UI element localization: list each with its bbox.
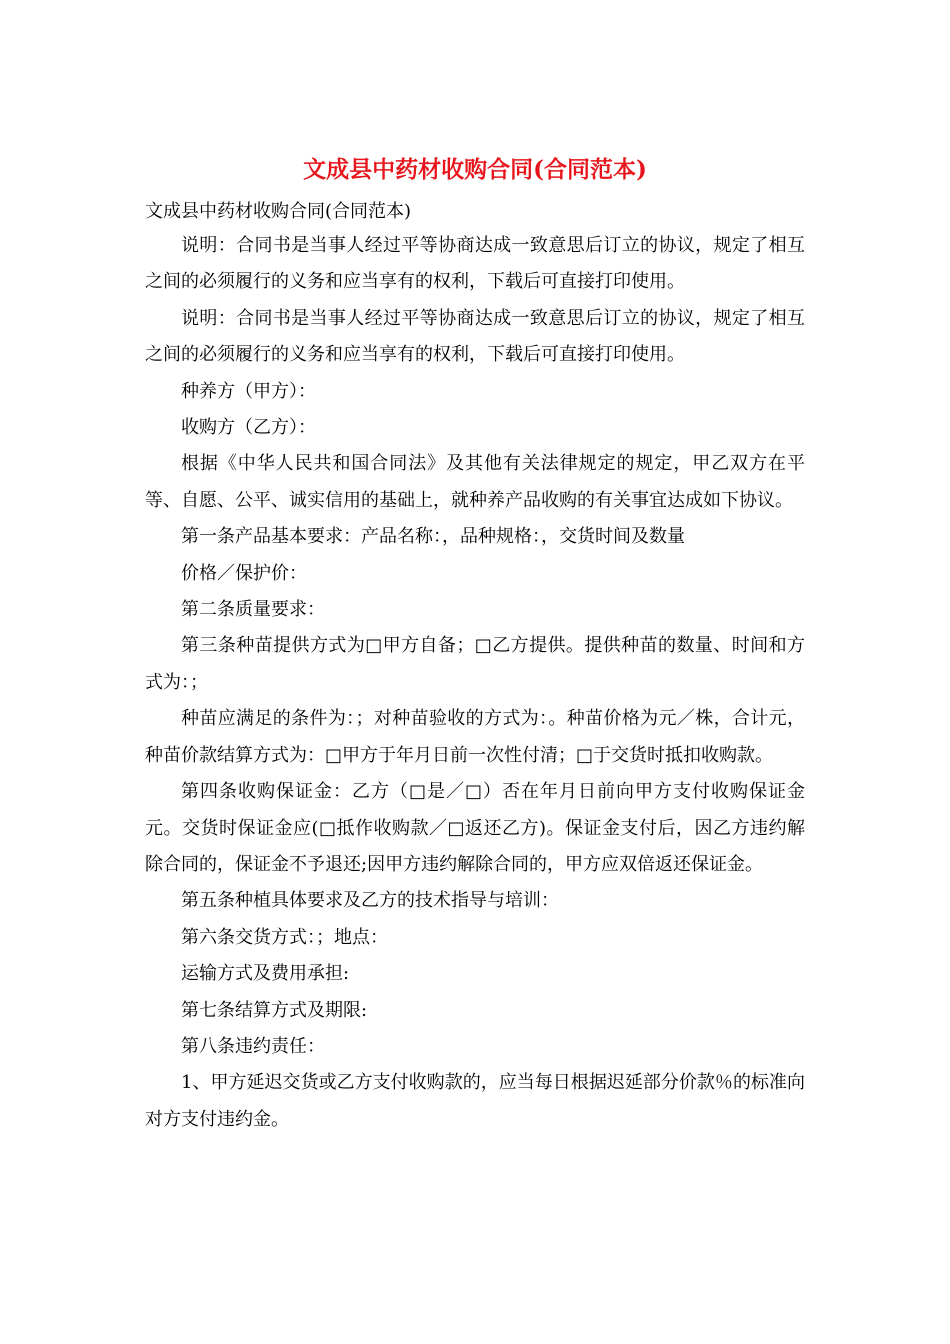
paragraph-article-6: 第六条交货方式：；地点： <box>181 926 388 948</box>
paragraph-transport: 运输方式及费用承担: <box>181 963 350 985</box>
paragraph-note-2: 说明：合同书是当事人经过平等协商达成一致意思后订立的协议，规定了相互之间的必须履行的义务和应当享有的权利，下载后可直接打印使用。 <box>145 307 805 366</box>
paragraph-clause-8-1: 1、甲方延迟交货或乙方支付收购款的，应当每日根据迟延部分价款％的标准向对方支付违约金。 <box>145 1072 805 1130</box>
paragraph-party-b: 收购方（乙方）： <box>181 417 316 439</box>
paragraph-article-3: 第三条种苗提供方式为□甲方自备；□乙方提供。提供种苗的数量、时间和方式为：； <box>145 635 805 693</box>
paragraph-article-5: 第五条种植具体要求及乙方的技术指导与培训： <box>181 890 559 912</box>
paragraph-note-1: 说明：合同书是当事人经过平等协商达成一致意思后订立的协议，规定了相互之间的必须履行的义务和应当享有的权利，下载后可直接打印使用。 <box>145 235 805 293</box>
paragraph-article-4: 第四条收购保证金：乙方（□是／□）否在年月日前向甲方支付收购保证金元。交货时保证金应(□抵作收购款／□返还乙方)。保证金支付后，因乙方违约解除合同的，保证金不予退还;因甲方违约解除合同的，甲方应双倍返还保证金。 <box>145 781 805 875</box>
document-title: 文成县中药材收购合同(合同范本) <box>303 156 647 183</box>
paragraph-article-2: 第二条质量要求： <box>181 599 325 621</box>
paragraph-seedling-terms: 种苗应满足的条件为：；对种苗验收的方式为：。种苗价格为元／株，合计元，种苗价款结算方式为：□甲方于年月日前一次性付清；□于交货时抵扣收购款。 <box>145 708 805 766</box>
paragraph-price: 价格／保护价： <box>181 562 307 584</box>
document-body <box>145 228 805 1138</box>
paragraph-preamble: 根据《中华人民共和国合同法》及其他有关法律规定的规定，甲乙双方在平等、自愿、公平、诚实信用的基础上，就种养产品收购的有关事宜达成如下协议。 <box>145 453 805 511</box>
document-subtitle: 文成县中药材收购合同(合同范本) <box>145 201 412 222</box>
paragraph-article-7: 第七条结算方式及期限: <box>181 999 368 1021</box>
paragraph-article-1: 第一条产品基本要求：产品名称：，品种规格：，交货时间及数量 <box>181 526 685 548</box>
paragraph-party-a: 种养方（甲方）： <box>181 380 316 402</box>
paragraph-article-8: 第八条违约责任： <box>181 1035 325 1057</box>
